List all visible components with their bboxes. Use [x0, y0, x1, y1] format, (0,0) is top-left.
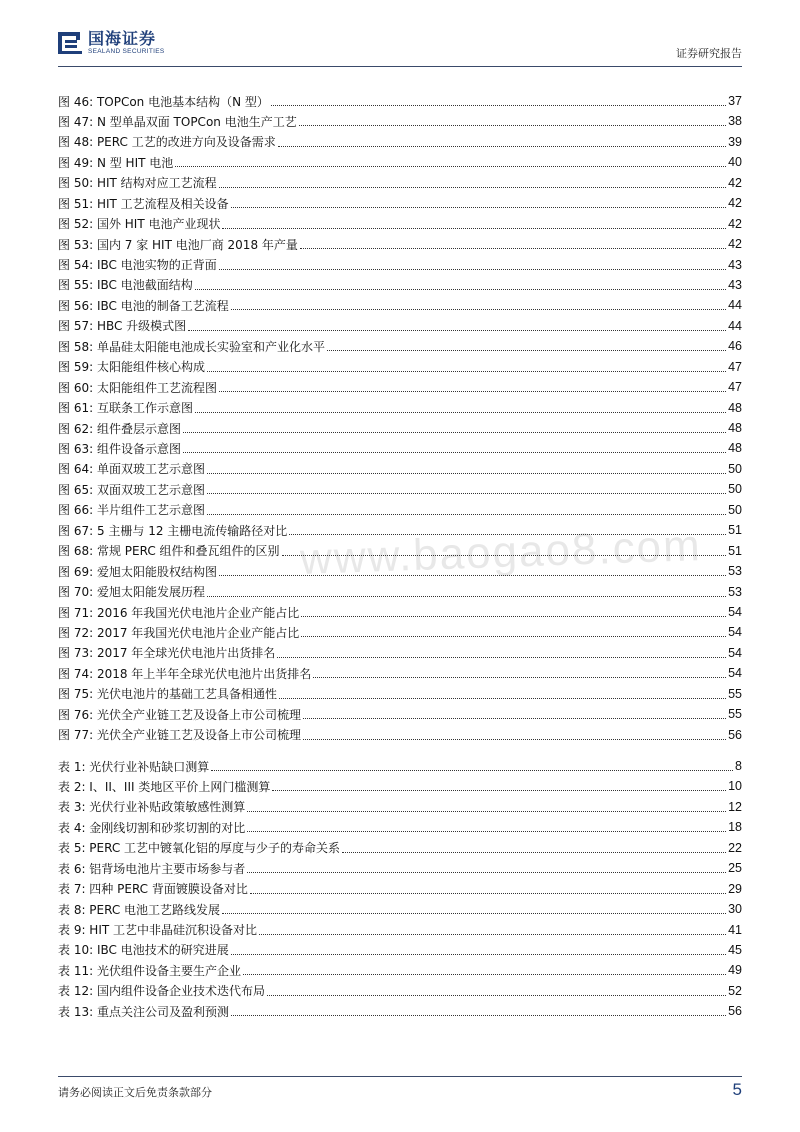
toc-entry-title: 图 50: HIT 结构对应工艺流程 [58, 176, 217, 191]
toc-entry-title: 图 55: IBC 电池截面结构 [58, 278, 193, 293]
toc-entry-title: 图 46: TOPCon 电池基本结构（N 型） [58, 94, 269, 109]
toc-entry-title: 图 65: 双面双玻工艺示意图 [58, 482, 205, 497]
toc-dot-leader [207, 492, 726, 494]
company-logo [58, 30, 165, 56]
toc-entry-title: 表 3: 光伏行业补贴政策敏感性测算 [58, 800, 246, 815]
toc-entry[interactable] [58, 879, 742, 899]
toc-entry-title: 表 1: 光伏行业补贴缺口测算 [58, 759, 210, 774]
footer-divider [58, 1076, 742, 1078]
toc-entry[interactable] [58, 336, 742, 356]
toc-entry-title: 表 13: 重点关注公司及盈利预测 [58, 1004, 229, 1019]
toc-entry[interactable] [58, 91, 742, 111]
toc-entry[interactable] [58, 357, 742, 377]
toc-entry[interactable] [58, 295, 742, 315]
toc-entry-title: 表 4: 金刚线切割和砂浆切割的对比 [58, 820, 246, 835]
toc-entry-title: 图 56: IBC 电池的制备工艺流程 [58, 298, 229, 313]
toc-entry[interactable] [58, 704, 742, 724]
toc-entry[interactable] [58, 418, 742, 438]
toc-entry[interactable] [58, 234, 742, 254]
logo-english-name: SEALAND SECURITIES [88, 47, 165, 55]
toc-entry-title: 图 70: 爱旭太阳能发展历程 [58, 585, 205, 600]
toc-entry[interactable] [58, 214, 742, 234]
toc-entry-title: 图 67: 5 主栅与 12 主栅电流传输路径对比 [58, 523, 288, 538]
toc-entry-title: 图 58: 单晶硅太阳能电池成长实验室和产业化水平 [58, 339, 325, 354]
toc-entry[interactable] [58, 438, 742, 458]
toc-entry-title: 图 61: 互联条工作示意图 [58, 401, 193, 416]
toc-dot-leader [231, 206, 726, 208]
toc-entry-page: 48 [728, 421, 742, 436]
toc-entry-title: 图 63: 组件设备示意图 [58, 441, 181, 456]
toc-dot-leader [278, 145, 726, 147]
toc-entry-title: 图 75: 光伏电池片的基础工艺具备相通性 [58, 687, 277, 702]
toc-entry-page: 47 [728, 359, 742, 374]
toc-dot-leader [207, 513, 726, 515]
toc-entry[interactable] [58, 398, 742, 418]
toc-dot-leader [188, 329, 726, 331]
toc-entry[interactable] [58, 500, 742, 520]
toc-entry-title: 图 74: 2018 年上半年全球光伏电池片出货排名 [58, 666, 312, 681]
toc-entry-page: 40 [728, 155, 742, 170]
toc-entry-title: 表 5: PERC 工艺中镀氧化铝的厚度与少子的寿命关系 [58, 841, 341, 856]
toc-dot-leader [183, 451, 726, 453]
toc-entry-page: 50 [728, 502, 742, 517]
toc-entry[interactable] [58, 561, 742, 581]
toc-entry-title: 图 66: 半片组件工艺示意图 [58, 503, 205, 518]
toc-entry-page: 46 [728, 339, 742, 354]
toc-entry-title: 图 57: HBC 升级模式图 [58, 319, 187, 334]
toc-entry-title: 图 48: PERC 工艺的改进方向及设备需求 [58, 135, 276, 150]
toc-entry[interactable] [58, 316, 742, 336]
toc-entry-page: 55 [728, 686, 742, 701]
toc-entry-page: 42 [728, 237, 742, 252]
toc-dot-leader [289, 533, 726, 535]
toc-entry[interactable] [58, 459, 742, 479]
toc-entry[interactable] [58, 622, 742, 642]
page-number: 5 [732, 1080, 742, 1099]
toc-entry[interactable] [58, 377, 742, 397]
toc-entry-page: 51 [728, 523, 742, 538]
toc-dot-leader [342, 851, 726, 853]
toc-entry-title: 图 49: N 型 HIT 电池 [58, 155, 174, 170]
toc-entry[interactable] [58, 684, 742, 704]
toc-entry-title: 图 54: IBC 电池实物的正背面 [58, 258, 217, 273]
toc-dot-leader [183, 431, 726, 433]
toc-entry-title: 表 10: IBC 电池技术的研究进展 [58, 943, 229, 958]
page-header [58, 28, 742, 67]
toc-dot-leader [247, 810, 726, 812]
toc-entry[interactable] [58, 479, 742, 499]
toc-dot-leader [219, 574, 726, 576]
toc-dot-leader [207, 472, 726, 474]
toc-entry-page: 54 [728, 666, 742, 681]
toc-entry[interactable] [58, 602, 742, 622]
toc-dot-leader [211, 769, 733, 771]
toc-entry-page: 10 [728, 779, 742, 794]
toc-entry-page: 8 [735, 759, 742, 773]
toc-entry-page: 39 [728, 134, 742, 149]
toc-entry[interactable] [58, 582, 742, 602]
toc-entry[interactable] [58, 152, 742, 172]
toc-entry-page: 44 [728, 298, 742, 313]
toc-entry-page: 50 [728, 482, 742, 497]
toc-entry[interactable] [58, 756, 742, 776]
toc-entry[interactable] [58, 797, 742, 817]
toc-entry-title: 图 47: N 型单晶双面 TOPCon 电池生产工艺 [58, 114, 297, 129]
toc-dot-leader [231, 1014, 726, 1016]
toc-entry-title: 图 76: 光伏全产业链工艺及设备上市公司梳理 [58, 707, 301, 722]
toc-dot-leader [279, 697, 726, 699]
toc-dot-leader [271, 104, 726, 106]
toc-dot-leader [175, 165, 726, 167]
toc-entry-page: 43 [728, 277, 742, 292]
toc-entry[interactable] [58, 940, 742, 960]
toc-dot-leader [247, 871, 726, 873]
report-type-label: 证券研究报告 [676, 47, 742, 60]
toc-entry-page: 51 [728, 543, 742, 558]
toc-entry[interactable] [58, 132, 742, 152]
toc-entry-page: 38 [728, 114, 742, 129]
toc-dot-leader [250, 892, 726, 894]
toc-entry-title: 图 62: 组件叠层示意图 [58, 421, 181, 436]
toc-entry-title: 图 64: 单面双玻工艺示意图 [58, 462, 205, 477]
toc-entry-page: 54 [728, 625, 742, 640]
toc-dot-leader [222, 227, 726, 229]
toc-dot-leader [300, 247, 726, 249]
toc-dot-leader [259, 933, 726, 935]
toc-dot-leader [301, 615, 726, 617]
sealand-logo-icon [58, 30, 82, 56]
toc-entry-page: 30 [728, 902, 742, 917]
toc-dot-leader [207, 595, 726, 597]
toc-dot-leader [219, 186, 726, 188]
toc-entry-page: 56 [728, 1004, 742, 1019]
toc-dot-leader [219, 268, 726, 270]
toc-entry[interactable] [58, 643, 742, 663]
toc-entry[interactable] [58, 838, 742, 858]
toc-entry-title: 表 2: I、II、III 类地区平价上网门槛测算 [58, 779, 271, 794]
toc-entry[interactable] [58, 817, 742, 837]
toc-entry-title: 表 12: 国内组件设备企业技术迭代布局 [58, 984, 265, 999]
toc-entry-page: 42 [728, 196, 742, 211]
toc-entry[interactable] [58, 193, 742, 213]
toc-entry-page: 42 [728, 216, 742, 231]
toc-entry[interactable] [58, 275, 742, 295]
toc-entry-page: 52 [728, 983, 742, 998]
toc-dot-leader [303, 717, 726, 719]
toc-entry-title: 图 72: 2017 年我国光伏电池片企业产能占比 [58, 625, 300, 640]
toc-entry-page: 55 [728, 707, 742, 722]
toc-entry-title: 表 9: HIT 工艺中非晶硅沉积设备对比 [58, 923, 258, 938]
toc-dot-leader [272, 789, 726, 791]
toc-entry[interactable] [58, 255, 742, 275]
toc-entry-title: 表 6: 铝背场电池片主要市场参与者 [58, 861, 246, 876]
toc-dot-leader [231, 953, 726, 955]
toc-entry[interactable] [58, 725, 742, 745]
toc-dot-leader [313, 676, 726, 678]
toc-dot-leader [301, 635, 726, 637]
toc-entry-title: 图 73: 2017 年全球光伏电池片出货排名 [58, 646, 276, 661]
toc-dot-leader [195, 288, 726, 290]
toc-dot-leader [243, 973, 726, 975]
toc-entry-title: 图 77: 光伏全产业链工艺及设备上市公司梳理 [58, 728, 301, 743]
toc-entry[interactable] [58, 663, 742, 683]
toc-entry-page: 22 [728, 840, 742, 855]
toc-entry-title: 图 60: 太阳能组件工艺流程图 [58, 380, 217, 395]
toc-entry-page: 53 [728, 584, 742, 599]
toc-entry-page: 48 [728, 400, 742, 415]
toc-entry[interactable] [58, 776, 742, 796]
toc-entry[interactable] [58, 858, 742, 878]
toc-entry-page: 54 [728, 605, 742, 619]
toc-entry-page: 41 [728, 922, 742, 937]
toc-entry[interactable] [58, 960, 742, 980]
toc-entry-page: 50 [728, 461, 742, 476]
toc-entry-page: 45 [728, 942, 742, 957]
toc-dot-leader [247, 830, 726, 832]
toc-entry[interactable] [58, 111, 742, 131]
toc-entry-title: 表 11: 光伏组件设备主要生产企业 [58, 963, 241, 978]
toc-entry-page: 12 [728, 799, 742, 814]
toc-entry-page: 54 [728, 645, 742, 660]
watermark: www.baogao8.com [299, 521, 703, 584]
toc-entry-page: 43 [728, 257, 742, 272]
toc-entry-title: 图 53: 国内 7 家 HIT 电池厂商 2018 年产量 [58, 237, 298, 252]
toc-dot-leader [195, 411, 726, 413]
toc-entry-title: 图 69: 爱旭太阳能股权结构图 [58, 564, 217, 579]
toc-entry-title: 表 8: PERC 电池工艺路线发展 [58, 902, 221, 917]
toc-entry-title: 图 52: 国外 HIT 电池产业现状 [58, 217, 221, 232]
toc-entry[interactable] [58, 520, 742, 540]
toc-dot-leader [277, 656, 726, 658]
toc-dot-leader [267, 994, 726, 996]
toc-dot-leader [282, 554, 727, 556]
logo-chinese-name: 国海证券 [88, 28, 157, 48]
toc-entry-title: 图 51: HIT 工艺流程及相关设备 [58, 196, 229, 211]
toc-entry-page: 37 [728, 94, 742, 108]
toc-entry-page: 56 [728, 727, 742, 742]
toc-entry-page: 53 [728, 564, 742, 579]
toc-entry-page: 44 [728, 318, 742, 333]
toc-entry[interactable] [58, 899, 742, 919]
toc-entry-title: 图 59: 太阳能组件核心构成 [58, 360, 205, 375]
toc-entry-page: 49 [728, 963, 742, 978]
toc-entry[interactable] [58, 920, 742, 940]
toc-dot-leader [207, 370, 726, 372]
toc-entry-page: 47 [728, 380, 742, 395]
toc-entry[interactable] [58, 541, 742, 561]
toc-entry[interactable] [58, 1001, 742, 1021]
toc-dot-leader [222, 912, 726, 914]
toc-dot-leader [327, 349, 726, 351]
toc-entry-page: 42 [728, 175, 742, 190]
toc-entry[interactable] [58, 173, 742, 193]
toc-entry-page: 25 [728, 861, 742, 876]
toc-dot-leader [219, 390, 726, 392]
disclaimer-note: 请务必阅读正文后免责条款部分 [58, 1086, 212, 1099]
toc-entry-title: 图 68: 常规 PERC 组件和叠瓦组件的区别 [58, 544, 280, 559]
toc-dot-leader [303, 738, 726, 740]
toc-entry-page: 29 [728, 881, 742, 896]
toc-dot-leader [299, 124, 726, 126]
toc-entry-title: 表 7: 四种 PERC 背面镀膜设备对比 [58, 882, 248, 897]
toc-entry[interactable] [58, 981, 742, 1001]
toc-entry-title: 图 71: 2016 年我国光伏电池片企业产能占比 [58, 605, 300, 620]
toc-dot-leader [231, 308, 726, 310]
toc-entry-page: 18 [728, 820, 742, 835]
toc-entry-page: 48 [728, 441, 742, 456]
